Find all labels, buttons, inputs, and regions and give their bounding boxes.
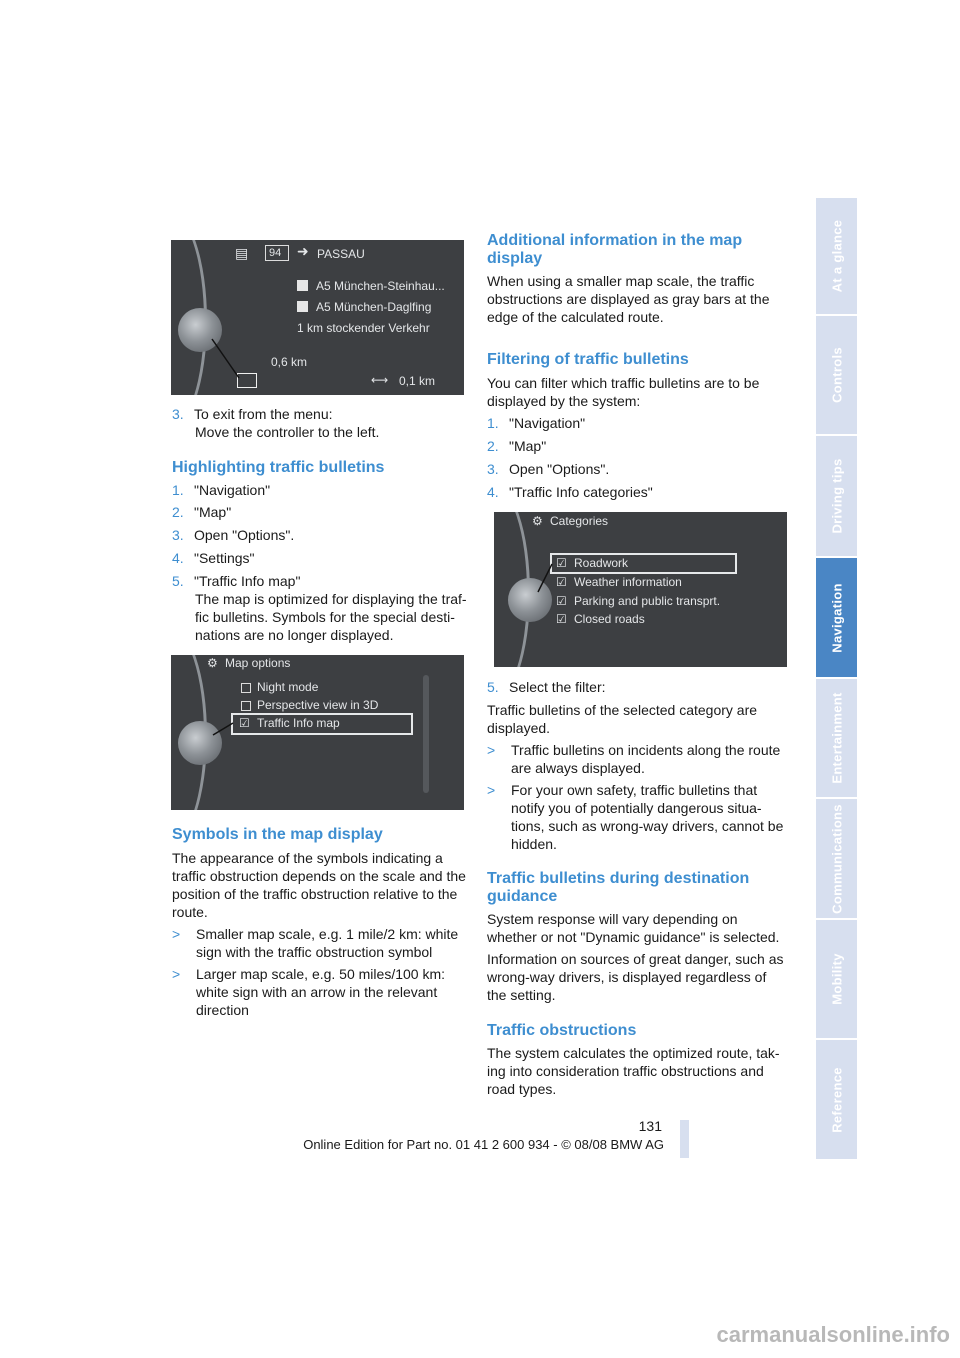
bullet-marker: > (172, 966, 181, 982)
bullet-text: hidden. (511, 836, 557, 852)
paragraph-line: System response will vary depending on (487, 911, 738, 927)
bullet-text: Larger map scale, e.g. 50 miles/100 km: (196, 966, 446, 982)
paragraph-line: edge of the calculated route. (487, 309, 664, 325)
destination-label: PASSAU (317, 247, 365, 261)
step-text: Select the filter: (509, 679, 606, 695)
pointer-line (171, 655, 464, 810)
section-heading: Symbols in the map display (172, 826, 383, 843)
tab-mobility[interactable] (816, 920, 857, 1038)
settings-icon: ⚙ (207, 656, 218, 670)
watermark: carmanualsonline.info (716, 1322, 950, 1347)
step-text: Open "Options". (509, 461, 610, 477)
scale-label: 0,1 km (399, 374, 436, 388)
paragraph-line: You can filter which traffic bulletins are to be (487, 375, 760, 391)
step-item (172, 549, 255, 567)
traffic-info-screenshot (171, 240, 464, 395)
bullet-marker: > (487, 782, 496, 798)
section-heading: Traffic bulletins during destination (487, 870, 750, 887)
section-heading: Additional information in the map (487, 232, 743, 249)
step-text: "Navigation" (194, 482, 271, 498)
step-description: fic bulletins. Symbols for the special desti- (195, 609, 455, 625)
step-description: nations are no longer displayed. (195, 627, 394, 643)
section-heading: display (487, 250, 543, 267)
checked-icon: ☑ (556, 612, 567, 626)
distance-label: 0,6 km (271, 355, 308, 369)
tab-at-a-glance[interactable] (816, 198, 857, 314)
checked-icon: ☑ (556, 556, 567, 570)
paragraph-line: The system calculates the optimized route, tak- (487, 1045, 780, 1061)
step-number: 4. (172, 550, 184, 566)
scale-bar-icon: ⟷ (371, 373, 389, 387)
paragraph-line: When using a smaller map scale, the traffic (487, 273, 755, 289)
step-number: 1. (487, 415, 499, 431)
step-text: "Settings" (194, 550, 255, 566)
step-number: 5. (172, 573, 184, 589)
tab-label: Driving tips (829, 458, 844, 534)
bullet-text: notify you of potentially dangerous situa- (511, 800, 762, 816)
tab-navigation[interactable] (816, 558, 857, 677)
screen-title: Categories (550, 514, 609, 528)
step-text: "Map" (509, 438, 547, 454)
step-text: "Map" (194, 504, 232, 520)
categories-screenshot (494, 512, 787, 667)
tab-label: Reference (829, 1066, 844, 1133)
page-number: 131 (638, 1118, 662, 1134)
paragraph-line: position of the traffic obstruction relative to the (172, 886, 458, 902)
checked-icon: ☑ (239, 716, 250, 730)
step-number: 3. (172, 527, 184, 543)
step-number: 2. (172, 504, 184, 520)
tab-communications[interactable] (816, 799, 857, 918)
bullet-text: Smaller map scale, e.g. 1 mile/2 km: white (196, 926, 459, 942)
edition-line: Online Edition for Part no. 01 41 2 600 934 - © 08/08 BMW AG (303, 1137, 664, 1152)
section-heading: Traffic obstructions (487, 1022, 637, 1039)
pointer-line (171, 240, 464, 395)
step-text: "Traffic Info categories" (509, 484, 653, 500)
pointer-line (494, 512, 787, 667)
tab-label: Navigation (829, 582, 844, 653)
tab-label: Controls (829, 347, 844, 403)
category-label: Roadwork (574, 556, 629, 570)
bullet-marker: > (172, 926, 181, 942)
screen-title: Map options (225, 656, 291, 670)
category-label: Closed roads (574, 612, 645, 626)
checked-icon: ☑ (556, 575, 567, 589)
paragraph-line: displayed by the system: (487, 393, 641, 409)
bullet-text: are always displayed. (511, 760, 645, 776)
step-number: 1. (172, 482, 184, 498)
section-heading: Highlighting traffic bulletins (172, 459, 385, 476)
settings-icon: ⚙ (532, 514, 543, 528)
section-heading: Filtering of traffic bulletins (487, 351, 689, 368)
step-item (487, 437, 546, 455)
tab-label: Communications (829, 803, 844, 914)
book-icon: ▤ (235, 245, 249, 261)
bullet-text: tions, such as wrong-way drivers, cannot be (511, 818, 784, 834)
section-heading: guidance (487, 888, 558, 905)
tab-controls[interactable] (816, 316, 857, 434)
option-label: Traffic Info map (257, 716, 340, 730)
step-text: "Traffic Info map" (194, 573, 301, 589)
tab-reference[interactable] (816, 1040, 857, 1159)
step-item (172, 526, 294, 544)
step-number: 3. (172, 406, 184, 422)
page-marker (680, 1120, 689, 1158)
step-number: 5. (487, 679, 499, 695)
option-label: Night mode (257, 680, 319, 694)
tab-label: Mobility (829, 953, 844, 1005)
checked-icon: ☑ (556, 594, 567, 608)
step-number: 2. (487, 438, 499, 454)
paragraph-line: road types. (487, 1081, 557, 1097)
bullet-text: white sign with an arrow in the relevant (196, 984, 438, 1000)
step-text: To exit from the menu: (194, 406, 333, 422)
step-item (172, 503, 231, 521)
step-description: The map is optimized for displaying the traf- (195, 591, 467, 607)
bullet-text: Traffic bulletins on incidents along the route (511, 742, 781, 758)
paragraph-line: traffic obstruction depends on the scale and the (172, 868, 466, 884)
option-label: Perspective view in 3D (257, 698, 379, 712)
step-text: Move the controller to the left. (195, 424, 380, 440)
paragraph-line: the setting. (487, 987, 556, 1003)
tab-label: At a glance (829, 219, 844, 293)
tab-entertainment[interactable] (816, 679, 857, 797)
road-number: 94 (269, 247, 282, 259)
paragraph-line: obstructions are displayed as gray bars at the (487, 291, 770, 307)
step-text: Open "Options". (194, 527, 295, 543)
tab-driving-tips[interactable] (816, 436, 857, 556)
category-label: Weather information (574, 575, 682, 589)
step-item (487, 483, 653, 501)
bullet-text: direction (196, 1002, 249, 1018)
bulletin-item-1: A5 München-Steinhau... (316, 279, 445, 293)
category-label: Parking and public transprt. (574, 594, 721, 608)
bullet-text: sign with the traffic obstruction symbol (196, 944, 433, 960)
paragraph-line: displayed. (487, 720, 551, 736)
paragraph-line: Information on sources of great danger, such as (487, 951, 784, 967)
step-item (487, 414, 585, 432)
bullet-text: For your own safety, traffic bulletins that (511, 782, 758, 798)
bulletin-item-3: 1 km stockender Verkehr (297, 321, 430, 335)
step-item (172, 572, 300, 590)
paragraph-line: Traffic bulletins of the selected category are (487, 702, 758, 718)
bullet-marker: > (487, 742, 496, 758)
arrow-right-icon: ➜ (297, 243, 309, 259)
exit-step (172, 405, 333, 423)
map-options-screenshot (171, 655, 464, 810)
paragraph-line: whether or not "Dynamic guidance" is selected. (487, 929, 780, 945)
step-number: 4. (487, 484, 499, 500)
bulletin-item-2: A5 München-Daglfing (316, 300, 432, 314)
paragraph-line: The appearance of the symbols indicating a (172, 850, 443, 866)
step-item (487, 678, 606, 696)
step-item (172, 481, 270, 499)
paragraph-line: route. (172, 904, 208, 920)
paragraph-line: wrong-way drivers, is displayed regardless of (487, 969, 767, 985)
paragraph-line: ing into consideration traffic obstructions and (487, 1063, 764, 1079)
step-number: 3. (487, 461, 499, 477)
step-item (487, 460, 609, 478)
tab-label: Entertainment (829, 692, 844, 784)
step-text: "Navigation" (509, 415, 586, 431)
